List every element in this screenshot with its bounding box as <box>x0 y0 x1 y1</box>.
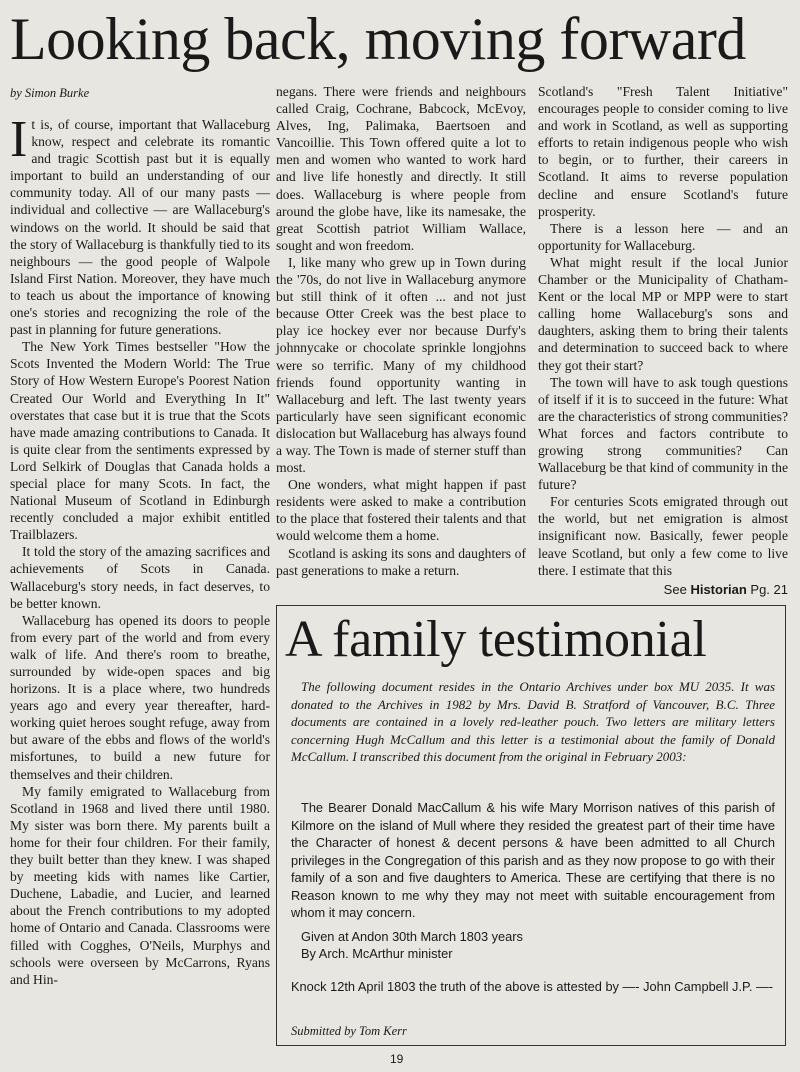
paragraph: The town will have to ask tough questions of itself if it is to succeed in the future: What are the characteristics of strong communities? What forces and factors contribute to growing strong communities? Can Wallaceburg be that kind of community in the future? <box>538 374 788 493</box>
given-block <box>301 928 523 962</box>
byline: by Simon Burke <box>10 86 90 100</box>
article-headline: Looking back, moving forward <box>10 6 746 72</box>
submitted-by: Submitted by Tom Kerr <box>291 1024 407 1038</box>
article-column-2 <box>276 83 526 579</box>
continued-on-link <box>538 582 788 597</box>
paragraph: One wonders, what might happen if past residents were asked to make a contribution to the place that fostered their talents and that would welcome them a home. <box>276 477 526 544</box>
given-line: Given at Andon 30th March 1803 years <box>301 929 523 944</box>
article-column-3 <box>538 83 788 579</box>
drop-cap: I <box>10 111 28 168</box>
see-page: Pg. 21 <box>750 582 788 597</box>
paragraph: I, like many who grew up in Town during the '70s, do not live in Wallaceburg anymore but still think of it often ... and not just because Otter Creek was the best place to play ice hockey ever nor because Durfy's johnnycake or chocolate sprinkle longjohns were so terrific. Many of my childhood friends found opportunity wanting in Wallaceburg and left. The last twenty years particularly have seen significant economic dislocation but Wallaceburg has always found a way. The Town is made of sterner stuff than most. <box>276 254 526 476</box>
paragraph: It told the story of the amazing sacrifices and achievements of Scots in Canada. Wallaceburg's story needs, in fact deserves, to be better known. <box>10 544 270 611</box>
paragraph: negans. There were friends and neighbours called Craig, Cochrane, Babcock, McEvoy, Alves, Ing, Palimaka, Baertsoen and Vancoillie. This Town offered quite a lot to men and women who wanted to work hard and live life honestly and directly. It still does. Wallaceburg is where people from around the globe have, like its namesake, the great Scottish patriot William Wallace, sought and won freedom. <box>276 84 526 253</box>
paragraph: Scotland's "Fresh Talent Initiative" encourages people to consider coming to live and work in Scotland, as well as supporting efforts to retain indigenous people who wish to begin, or to further, their careers in Scotland. It aims to reverse population decline and ensure Scotland's future prosperity. <box>538 84 788 219</box>
paragraph: Scotland is asking its sons and daughters of past generations to make a return. <box>276 545 526 578</box>
paragraph <box>10 111 270 338</box>
see-prefix: See <box>663 582 687 597</box>
attestation-text: Knock 12th April 1803 the truth of the above is attested by —- John Campbell J.P. —- <box>291 979 774 994</box>
paragraph: There is a lesson here — and an opportunity for Wallaceburg. <box>538 220 788 253</box>
testimony-text: The Bearer Donald MacCallum & his wife Mary Morrison natives of this parish of Kilmore on the island of Mull where they resided the greatest part of their time have the Character of honest & decent persons & have been admitted to all Church privileges in the Congregation of this parish and as they now propose to go with their family of a son and five daughters to America. These are certifying that there is no Reason known to me why they may not meet with suitable encouragement from whom it may concern. <box>291 800 775 920</box>
testimonial-sidebar <box>276 605 786 1046</box>
paragraph: For centuries Scots emigrated through out the world, but net emigration is almost insignificant now. Basically, fewer people leave Scotland, but only a few come to live there. I estimate that this <box>538 494 788 578</box>
page-number: 19 <box>390 1052 404 1066</box>
paragraph: The New York Times bestseller "How the Scots Invented the Modern World: The True Story of How Western Europe's Poorest Nation Created Our World and Everything In It" overstates that case but it is true that the Scots have made amazing contributions to Canada. It is quite clear from the sentiments expressed by Lord Selkirk of Douglas that Canada holds a special place for many Scots. In fact, the National Museum of Scotland in Edinburgh recently concluded a major exhibit entitled Trailblazers. <box>10 339 270 543</box>
paragraph: My family emigrated to Wallaceburg from Scotland in 1968 and lived there until 1980. My sister was born there. My parents built a home for their four children. For their family, they built better than they knew. I was shaped by meeting kids with names like Cartier, Duchene, Labadie, and Lucier, and learned about the French contributions to my adopted home of Ontario and Canada. Classrooms were filled with Cogghes, O'Neils, Murphys and schools were overseen by McCarrons, Ryans and Hin- <box>10 783 270 987</box>
paragraph-text: t is, of course, important that Wallaceburg know, respect and celebrate its romantic and tragic Scottish past but it is equally important to build an understanding of our community today. All of our many pasts — individual and collective — are Wallaceburg's windows on the world. It should be said that the story of Wallaceburg is thankfully tied to its neighbours — the good people of Walpole Island First Nation. Moreover, they have much to teach us about the importance of knowing one's stories and recognizing the role of the past in planning for future generations. <box>10 117 270 338</box>
sidebar-title: A family testimonial <box>285 611 707 668</box>
signature-line: By Arch. McArthur minister <box>301 946 453 961</box>
paragraph: What might result if the local Junior Chamber or the Municipality of Chatham-Kent or the local MP or MPP were to start calling home Wallaceburg's sons and daughters, asking them to bring their talents and determination to succeed back to where they got their start? <box>538 254 788 373</box>
see-name: Historian <box>690 582 747 597</box>
paragraph: Wallaceburg has opened its doors to people from every part of the world and from every walk of life. And there's room to breathe, surrounded by wide-open spaces and big horizons. It is a place where, two hundreds years ago and every year thereafter, hard-working quiet heroes sought refuge, away from but aware of the ebbs and flows of the world's misfortunes, to build a new future for themselves and their children. <box>10 612 270 782</box>
article-column-1 <box>10 111 270 988</box>
sidebar-intro: The following document resides in the Ontario Archives under box MU 2035. It was donated to the Archives in 1982 by Mrs. David B. Stratford of Vancouver, B.C. Three documents are contained in a lovely red-leather pouch. Two letters are military letters concerning Hugh McCallum and this letter is a testimonial about the family of Donald McCallum. I transcribed this document from the original in February 2003: <box>291 679 775 764</box>
